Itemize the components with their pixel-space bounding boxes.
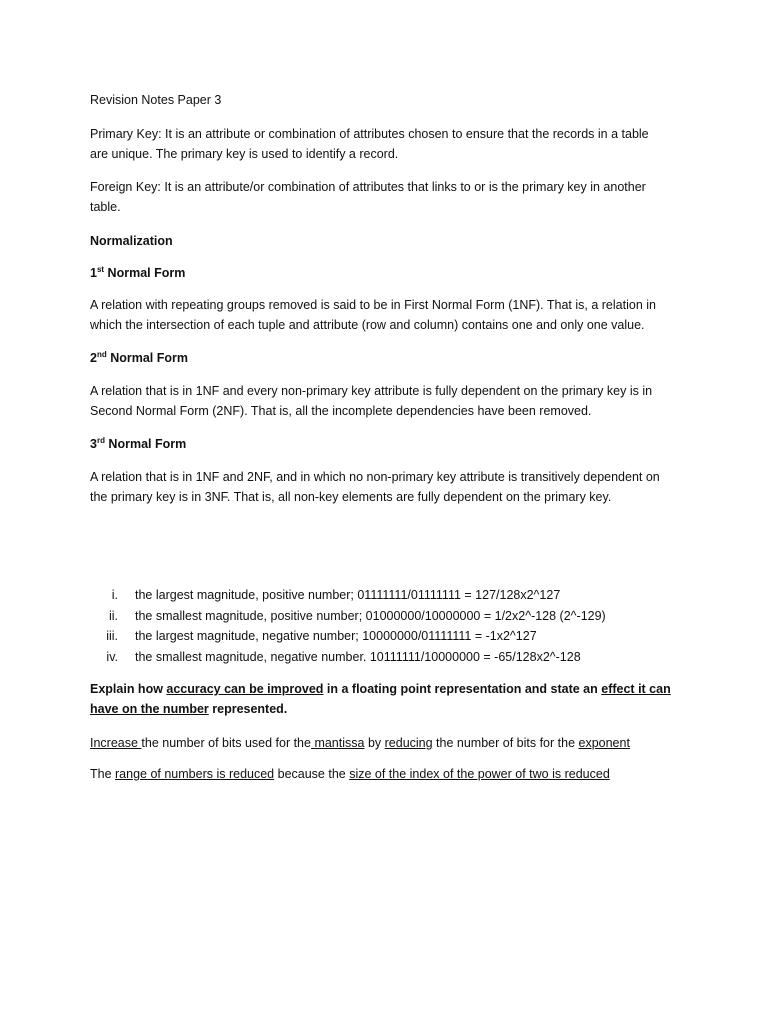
floating-point-list: [90, 585, 690, 667]
first-normal-form-heading: 1st Normal Form: [90, 264, 186, 280]
third-normal-form-heading: 3rd Normal Form: [90, 435, 187, 451]
exam-question: Explain how accuracy can be improved in a floating point representation and state an effect it can have on the number represented.: [90, 682, 671, 716]
answer-line-1: Increase the number of bits used for the mantissa by reducing the number of bits for the exponent: [90, 736, 630, 750]
first-normal-form-paragraph: A relation with repeating groups removed is said to be in First Normal Form (1NF). That is, a relation in which the intersection of each tuple and attribute (row and column) contains one and only one value.: [90, 298, 656, 332]
list-item: iii. the largest magnitude, negative number; 10000000/01111111 = -1x2^127: [106, 629, 537, 643]
primary-key-text: It is an attribute or combination of attributes chosen to ensure that the records in a table: [161, 127, 649, 141]
list-item: iv. the smallest magnitude, negative number. 10111111/10000000 = -65/128x2^-128: [106, 649, 581, 664]
second-normal-form-heading: 2nd Normal Form: [90, 349, 188, 365]
foreign-key-text-2: table.: [90, 200, 121, 214]
primary-key-paragraph: [90, 124, 690, 164]
primary-key-text-2: are unique. The primary key is used to identify a record.: [90, 147, 399, 161]
normalization-heading: Normalization: [90, 234, 173, 248]
third-normal-form-paragraph: A relation that is in 1NF and 2NF, and in which no non-primary key attribute is transitively dependent on the primary key is in 3NF. That is, all non-key elements are fully dependent on the primary key.: [90, 470, 660, 504]
foreign-key-text: It is an attribute/or combination of attributes that links to or is the primary key in another: [160, 180, 646, 194]
primary-key-term: Primary Key:: [90, 127, 162, 141]
answer-line-2: The range of numbers is reduced because the size of the index of the power of two is reduced: [90, 767, 610, 781]
foreign-key-paragraph: [90, 177, 690, 217]
list-item: i. the largest magnitude, positive number; 01111111/01111111 = 127/128x2^127: [111, 588, 561, 602]
document-title: Revision Notes Paper 3: [90, 93, 222, 107]
second-normal-form-paragraph: A relation that is in 1NF and every non-primary key attribute is fully dependent on the primary key is in Second Normal Form (2NF). That is, all the incomplete dependencies have been removed.: [90, 384, 653, 418]
foreign-key-term: Foreign Key:: [90, 180, 161, 194]
list-item: ii. the smallest magnitude, positive number; 01000000/10000000 = 1/2x2^-128 (2^-129): [108, 608, 606, 623]
